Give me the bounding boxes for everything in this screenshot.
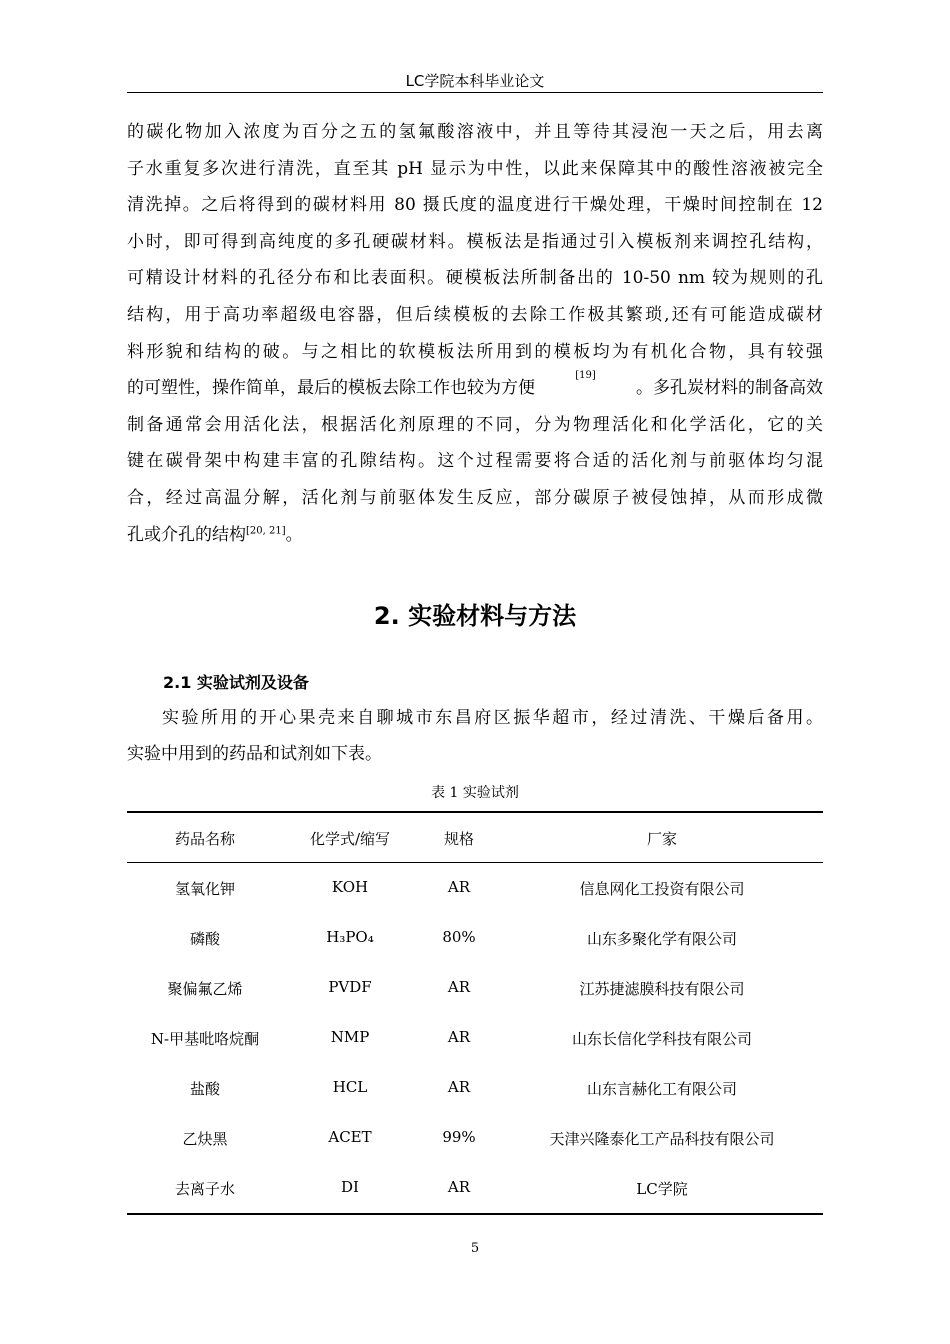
table-cell: 去离子水 [174,1180,236,1198]
body-paragraph-2-line: 实验中用到的药品和试剂如下表。 [127,744,382,764]
table-cell: AR [447,1078,471,1096]
table-header-rule [127,862,823,863]
body-paragraph-1-line [127,370,823,400]
body-paragraph-1-line [127,157,823,181]
table-bottom-rule [127,1213,823,1215]
table-cell: 聚偏氟乙烯 [167,980,243,998]
table-cell: DI [341,1178,359,1196]
line-text: 制备通常会用活化法，根据活化剂原理的不同，分为物理活化和化学活化，它的关 [127,414,823,435]
line-text: 的可塑性，操作简单，最后的模板去除工作也较为方便 [127,378,535,399]
body-paragraph-1-line [127,303,823,327]
table-cell: AR [447,1178,471,1196]
body-paragraph-1-line [127,193,823,217]
table-cell: 信息网化工投资有限公司 [579,880,745,898]
table-cell: KOH [331,878,369,896]
table-header-cell: 化学式/缩写 [309,830,391,848]
table-cell: LC学院 [636,1180,688,1198]
line-text: 键在碳骨架中构建丰富的孔隙结构。这个过程需要将合适的活化剂与前驱体均匀混 [127,451,823,472]
table-cell: 磷酸 [189,930,221,948]
body-paragraph-1-line [127,266,823,290]
table-cell: N-甲基吡咯烷酮 [150,1030,260,1048]
table-caption: 表 1 实验试剂 [431,785,519,801]
body-paragraph-1-line [127,449,823,473]
line-text: 孔或介孔的结构 [127,524,246,545]
line-text: 合，经过高温分解，活化剂与前驱体发生反应，部分碳原子被侵蚀掉，从而形成微 [127,488,823,508]
page-number: 5 [470,1241,480,1256]
table-cell: 江苏捷滤膜科技有限公司 [579,980,745,998]
table-cell: 山东言赫化工有限公司 [586,1080,738,1098]
line-text: 子水重复多次进行清洗，直至其 pH 显示为中性，以此来保障其中的酸性溶液被完全 [127,158,823,179]
running-header: LC学院本科毕业论文 [405,72,545,90]
body-paragraph-1-line [127,486,823,510]
citation-ref: [19] [575,370,596,382]
table-header-cell: 药品名称 [174,830,236,848]
table-cell: H₃PO₄ [326,928,374,946]
body-paragraph-1-line [127,340,823,364]
citation-ref: [20, 21] [246,524,286,536]
body-paragraph-2-line: 实验所用的开心果壳来自聊城市东昌府区振华超市，经过清洗、干燥后备用。 [162,708,823,728]
table-cell: 80% [442,928,476,946]
subsection-title: 2.1 实验试剂及设备 [163,673,309,692]
body-paragraph-1-line [127,120,823,144]
table-cell: 99% [442,1128,476,1146]
body-paragraph-1-line [127,523,823,547]
table-cell: AR [447,1028,471,1046]
table-cell: AR [447,878,471,896]
line-text: 的碳化物加入浓度为百分之五的氢氟酸溶液中，并且等待其浸泡一天之后，用去离 [127,122,823,142]
line-text: 。 [285,524,303,545]
line-text: 清洗掉。之后将得到的碳材料用 80 摄氏度的温度进行干燥处理，干燥时间控制在 12 [127,195,823,216]
table-cell: HCL [332,1078,368,1096]
line-text: 小时，即可得到高纯度的多孔硬碳材料。模板法是指通过引入模板剂来调控孔结构， [127,231,823,252]
body-paragraph-1-line [127,413,823,437]
header-rule [127,92,823,93]
table-cell: PVDF [328,978,372,996]
table-cell: AR [447,978,471,996]
table-header-cell: 规格 [443,830,475,848]
line-text: 结构，用于高功率超级电容器，但后续模板的去除工作极其繁琐,还有可能造成碳材 [127,305,823,325]
table-cell: ACET [328,1128,372,1146]
line-text: 可精设计材料的孔径分布和比表面积。硬模板法所制备出的 10-50 nm 较为规则的孔 [127,268,823,289]
section-title: 2. 实验材料与方法 [373,602,577,630]
table-cell: 山东多聚化学有限公司 [586,930,738,948]
table-cell: 山东长信化学科技有限公司 [571,1030,753,1048]
table-cell: NMP [330,1028,370,1046]
line-text: 。多孔炭材料的制备高效 [636,378,823,399]
table-cell: 乙炔黑 [182,1130,228,1148]
table-cell: 天津兴隆泰化工产品科技有限公司 [549,1130,775,1148]
table-cell: 氢氧化钾 [174,880,236,898]
body-paragraph-1-line [127,230,823,254]
table-top-rule [127,811,823,813]
table-cell: 盐酸 [189,1080,221,1098]
table-header-cell: 厂家 [646,830,678,848]
line-text: 料形貌和结构的破。与之相比的软模板法所用到的模板均为有机化合物，具有较强 [127,341,823,362]
